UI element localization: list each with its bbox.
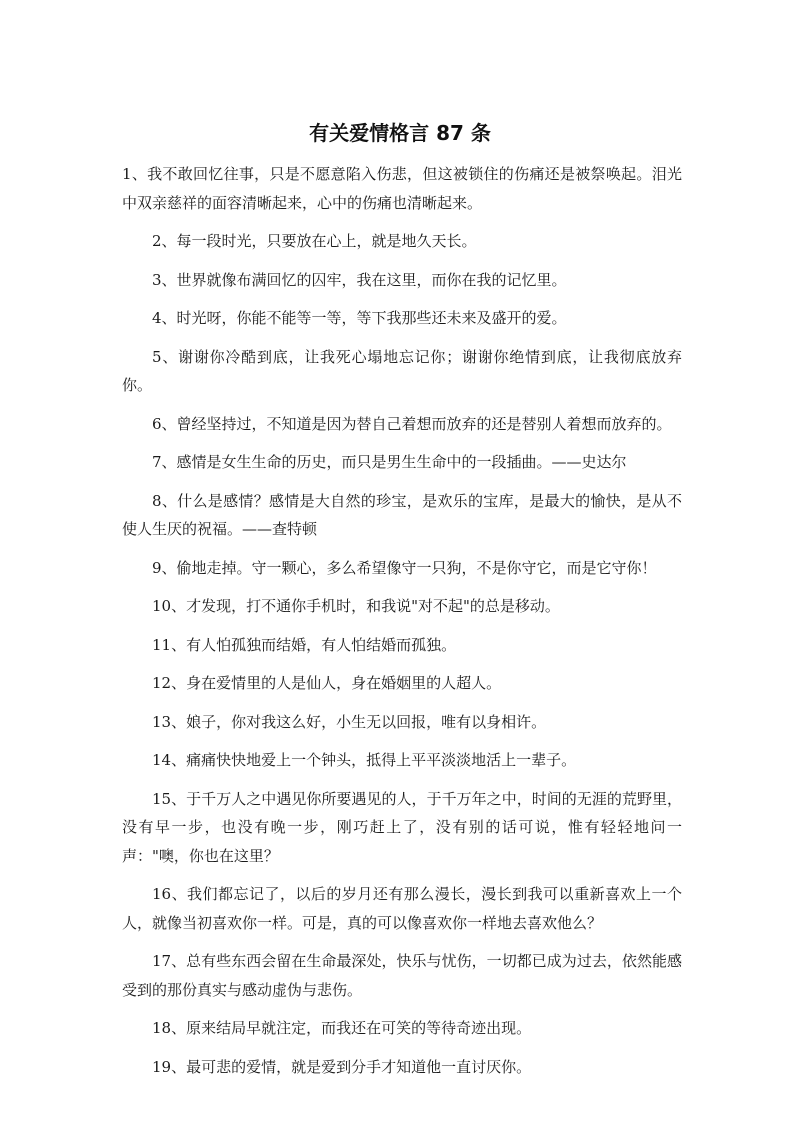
quote-paragraph-9: 9、偷地走掉。守一颗心，多么希望像守一只狗，不是你守它，而是它守你！ [152, 558, 657, 577]
quote-paragraph-3: 3、世界就像布满回忆的囚牢，我在这里，而你在我的记忆里。 [152, 270, 567, 289]
quote-paragraph-6: 6、曾经坚持过，不知道是因为替自己着想而放弃的还是替别人着想而放弃的。 [152, 414, 672, 433]
quote-paragraph-2: 2、每一段时光，只要放在心上，就是地久天长。 [152, 232, 477, 250]
quote-paragraph-15: 15、于千万人之中遇见你所要遇见的人，于千万年之中，时间的无涯的荒野里，没有早一步，也没有晚一步，刚巧赶上了，没有别的话可说，惟有轻轻地问一声："噢，你也在这里？ [122, 789, 682, 865]
quote-paragraph-19: 19、最可悲的爱情，就是爱到分手才知道他一直讨厌你。 [152, 1057, 532, 1076]
quote-paragraph-18: 18、原来结局早就注定，而我还在可笑的等待奇迹出现。 [152, 1019, 532, 1037]
quote-paragraph-8: 8、什么是感情？感情是大自然的珍宝，是欢乐的宝库，是最大的愉快，是从不使人生厌的祝福。——查特顿 [122, 491, 682, 538]
quote-paragraph-13: 13、娘子，你对我这么好，小生无以回报，唯有以身相许。 [152, 712, 547, 731]
quote-paragraph-17: 17、总有些东西会留在生命最深处，快乐与忧伤，一切都已成为过去，依然能感受到的那份真实与感动虚伪与悲伤。 [122, 952, 682, 999]
quote-paragraph-16: 16、我们都忘记了，以后的岁月还有那么漫长，漫长到我可以重新喜欢上一个人，就像当初喜欢你一样。可是，真的可以像喜欢你一样地去喜欢他么？ [122, 885, 682, 932]
quote-paragraph-4: 4、时光呀，你能不能等一等，等下我那些还未来及盛开的爱。 [152, 309, 567, 327]
quote-paragraph-14: 14、痛痛快快地爱上一个钟头，抵得上平平淡淡地活上一辈子。 [152, 751, 577, 769]
document-title: 有关爱情格言 87 条 [309, 121, 491, 145]
quote-paragraph-5: 5、谢谢你冷酷到底，让我死心塌地忘记你；谢谢你绝情到底，让我彻底放弃你。 [122, 347, 682, 394]
quote-paragraph-12: 12、身在爱情里的人是仙人，身在婚姻里的人超人。 [152, 674, 502, 692]
quote-paragraph-10: 10、才发现，打不通你手机时，和我说"对不起"的总是移动。 [152, 597, 560, 615]
quote-paragraph-7: 7、感情是女生生命的历史，而只是男生生命中的一段插曲。——史达尔 [152, 453, 627, 471]
quote-paragraph-11: 11、有人怕孤独而结婚，有人怕结婚而孤独。 [152, 635, 457, 654]
quote-paragraph-1: 1、我不敢回忆往事，只是不愿意陷入伤悲，但这被锁住的伤痛还是被祭唤起。泪光中双亲慈祥的面容清晰起来，心中的伤痛也清晰起来。 [122, 165, 682, 212]
document-body [122, 160, 682, 1091]
